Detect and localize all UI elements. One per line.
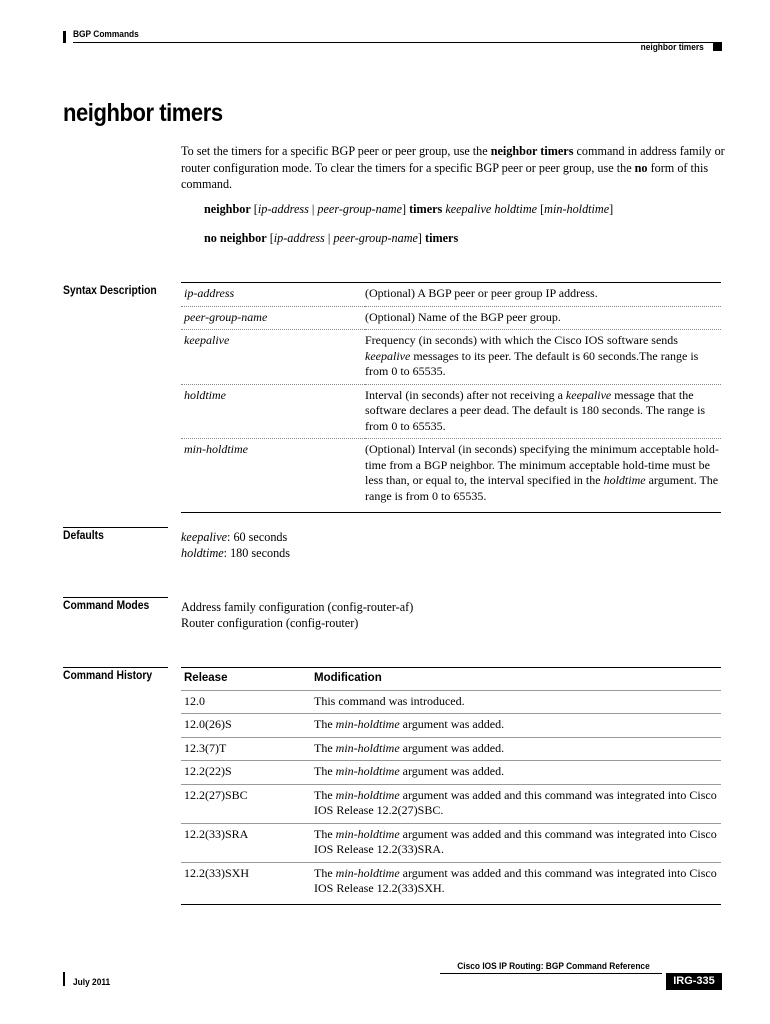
modification-cell <box>314 862 721 904</box>
mod-text: argument was added and this command was integrated into Cisco IOS Release 12.2(27)SBC. <box>314 787 717 817</box>
release-cell: 12.0 <box>184 693 205 708</box>
defaults-rule <box>63 527 168 528</box>
release-cell: 12.3(7)T <box>184 740 227 755</box>
syntax-desc-cell: (Optional) Name of the BGP peer group. <box>365 309 561 324</box>
mode-line-1: Address family configuration (config-router-af) <box>181 600 414 614</box>
syntax-sep: | <box>308 202 318 216</box>
syntax-arg-cell: keepalive <box>184 333 230 347</box>
syntax-bracket: [ <box>250 202 258 216</box>
release-cell: 12.0(26)S <box>184 717 232 731</box>
header-square <box>713 42 722 51</box>
desc-arg: keepalive <box>365 348 411 363</box>
desc-text: messages to its peer. The default is 60 seconds.The range is from 0 to 65535. <box>365 348 699 378</box>
syntax-desc-cell: (Optional) A BGP peer or peer group IP address. <box>365 286 598 300</box>
mod-text: argument was added. <box>399 740 505 755</box>
mod-text: argument was added. <box>399 764 505 778</box>
syntax-bracket: [ <box>537 202 545 216</box>
syntax-desc-cell <box>365 384 721 439</box>
modification-cell <box>314 690 721 714</box>
table-row <box>181 737 721 761</box>
syntax-arg-cell: min-holdtime <box>184 442 248 456</box>
syntax-kw: timers <box>409 202 443 216</box>
table-row <box>181 330 721 385</box>
defaults-line-2 <box>181 545 290 561</box>
mod-text: The <box>314 865 336 880</box>
mod-text: The <box>314 717 336 731</box>
defaults-text <box>181 529 290 561</box>
table-row <box>181 306 721 330</box>
footer-bar <box>63 972 65 986</box>
modification-cell <box>314 823 721 862</box>
syntax-line-2 <box>204 231 458 246</box>
table-row <box>181 384 721 439</box>
history-rule <box>63 667 168 668</box>
page-number: IRG-335 <box>666 973 722 990</box>
intro-text-2: command in address family or router configuration mode. To clear the timers for a specific BGP peer or peer group, use the <box>181 144 725 175</box>
column-header-modification: Modification <box>314 672 382 684</box>
mod-text: The <box>314 740 336 755</box>
defaults-arg: holdtime <box>181 546 224 560</box>
table-row <box>181 761 721 785</box>
release-cell: 12.2(22)S <box>184 764 232 778</box>
section-syntax-description: Syntax Description <box>63 285 157 297</box>
modification-cell <box>314 714 721 738</box>
header-rule <box>73 42 721 43</box>
section-command-history: Command History <box>63 670 153 682</box>
defaults-arg: keepalive <box>181 530 228 544</box>
syntax-desc-cell <box>365 439 721 513</box>
mode-line-2: Router configuration (config-router) <box>181 616 359 630</box>
footer-date: July 2011 <box>73 977 111 988</box>
syntax-arg-cell: peer-group-name <box>184 309 268 324</box>
defaults-value: : 60 seconds <box>227 530 288 544</box>
footer-rule <box>440 973 662 974</box>
desc-text: message that the software declares a peer dead. The default is 180 seconds. The range is from 0 to 65535. <box>365 387 706 433</box>
table-row <box>181 823 721 862</box>
desc-text: Frequency (in seconds) with which the Cisco IOS software sends <box>365 333 678 347</box>
syntax-desc-cell <box>365 330 721 385</box>
header-section: BGP Commands <box>73 29 139 40</box>
release-cell: 12.2(33)SRA <box>184 826 249 841</box>
mod-arg: min-holdtime <box>335 764 400 778</box>
desc-text: argument. The range is from 0 to 65535. <box>365 473 719 503</box>
command-modes-text <box>181 599 413 631</box>
intro-cmd: neighbor timers <box>490 144 574 158</box>
header-bar <box>63 31 66 43</box>
syntax-arg-cell: holdtime <box>184 387 226 402</box>
intro-paragraph <box>181 143 726 193</box>
table-row <box>181 714 721 738</box>
mod-arg: min-holdtime <box>335 826 400 841</box>
syntax-kw: no neighbor <box>204 231 267 245</box>
desc-text: Interval (in seconds) after not receiving a <box>365 387 566 402</box>
defaults-value: : 180 seconds <box>223 546 291 560</box>
syntax-arg-cell: ip-address <box>184 286 235 300</box>
release-cell: 12.2(33)SXH <box>184 865 249 880</box>
table-row <box>181 784 721 823</box>
mod-text: The <box>314 826 336 841</box>
page-title: neighbor timers <box>63 99 223 127</box>
mod-text: This command was introduced. <box>314 693 465 708</box>
syntax-bracket: ] <box>609 202 614 216</box>
release-cell: 12.2(27)SBC <box>184 787 248 802</box>
desc-arg: holdtime <box>603 473 646 487</box>
mod-text: argument was added. <box>399 717 505 731</box>
intro-text-1: To set the timers for a specific BGP peer or peer group, use the <box>181 144 491 158</box>
table-row <box>181 862 721 904</box>
modes-rule <box>63 597 168 598</box>
column-header-release: Release <box>184 672 228 684</box>
mod-text: The <box>314 787 336 802</box>
syntax-arg: ip-address <box>273 231 325 245</box>
intro-text-3: form of this command. <box>181 160 709 191</box>
modification-cell <box>314 784 721 823</box>
syntax-bracket: [ <box>266 231 274 245</box>
syntax-bracket: ] <box>402 202 410 216</box>
syntax-sep: | <box>324 231 334 245</box>
modification-cell <box>314 761 721 785</box>
desc-text: (Optional) Interval (in seconds) specifying the minimum acceptable hold-time from a BGP neighbor. The minimum acceptable hold-time must be less than, or equal to, the interval specified in the <box>365 442 719 487</box>
mod-text: argument was added and this command was integrated into Cisco IOS Release 12.2(33)SXH. <box>314 865 717 895</box>
syntax-arg: ip-address <box>257 202 309 216</box>
mod-arg: min-holdtime <box>335 787 400 802</box>
footer-reference: Cisco IOS IP Routing: BGP Command Reference <box>457 961 650 972</box>
mod-text: argument was added and this command was integrated into Cisco IOS Release 12.2(33)SRA. <box>314 826 717 856</box>
desc-arg: keepalive <box>565 387 612 402</box>
syntax-bracket: ] <box>417 231 426 245</box>
syntax-arg: peer-group-name <box>317 202 402 216</box>
header-command: neighbor timers <box>640 42 704 53</box>
modification-cell <box>314 737 721 761</box>
section-defaults: Defaults <box>63 530 104 542</box>
syntax-table <box>181 283 721 513</box>
history-table <box>181 668 721 905</box>
table-row <box>181 439 721 513</box>
table-header-row <box>181 668 721 690</box>
intro-no: no <box>634 160 648 175</box>
mod-text: The <box>314 764 336 778</box>
defaults-line-1 <box>181 529 290 545</box>
mod-arg: min-holdtime <box>335 717 400 731</box>
table-row <box>181 283 721 306</box>
syntax-arg: min-holdtime <box>544 202 610 216</box>
mod-arg: min-holdtime <box>335 865 400 880</box>
syntax-arg: keepalive holdtime <box>445 202 538 216</box>
syntax-kw: timers <box>425 231 459 245</box>
syntax-line-1 <box>204 202 613 217</box>
table-row <box>181 690 721 714</box>
section-command-modes: Command Modes <box>63 600 150 612</box>
syntax-kw: neighbor <box>204 202 251 216</box>
mod-arg: min-holdtime <box>335 740 400 755</box>
syntax-arg: peer-group-name <box>333 231 418 245</box>
